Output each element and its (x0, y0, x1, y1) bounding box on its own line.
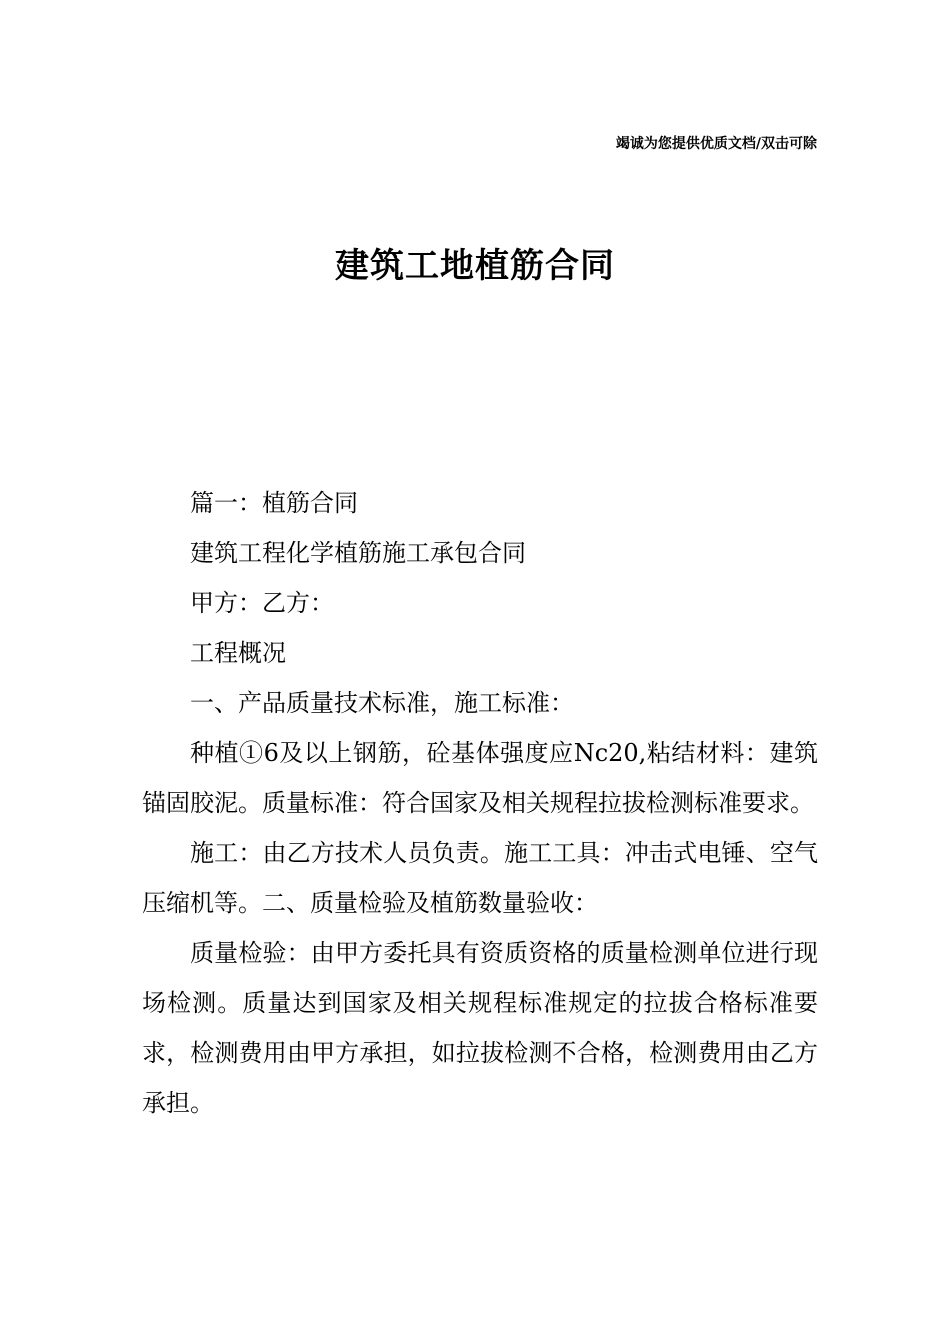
paragraph-planting-spec: 种植①6及以上钢筋，砼基体强度应Nc20,粘结材料：建筑锚固胶泥。质量标准：符合国家及相关规程拉拔检测标准要求。 (142, 739, 818, 817)
paragraph-parties: 甲方：乙方： (190, 589, 334, 617)
paragraph-standards-heading: 一、产品质量技术标准，施工标准： (190, 689, 574, 717)
paragraph-quality-inspection: 质量检验：由甲方委托具有资质资格的质量检测单位进行现场检测。质量达到国家及相关规程标准规定的拉拔合格标准要求，检测费用由甲方承担，如拉拔检测不合格，检测费用由乙方承担。 (142, 939, 818, 1117)
document-title: 建筑工地植筋合同 (335, 246, 615, 286)
paragraph-contract-name: 建筑工程化学植筋施工承包合同 (190, 539, 526, 567)
paragraph-project-overview: 工程概况 (190, 639, 286, 667)
document-body (142, 478, 818, 1128)
paragraph-construction: 施工：由乙方技术人员负责。施工工具：冲击式电锤、空气压缩机等。二、质量检验及植筋数量验收： (142, 839, 818, 917)
paragraph-section-heading: 篇一：植筋合同 (190, 489, 358, 517)
header-note: 竭诚为您提供优质文档/双击可除 (615, 136, 817, 152)
